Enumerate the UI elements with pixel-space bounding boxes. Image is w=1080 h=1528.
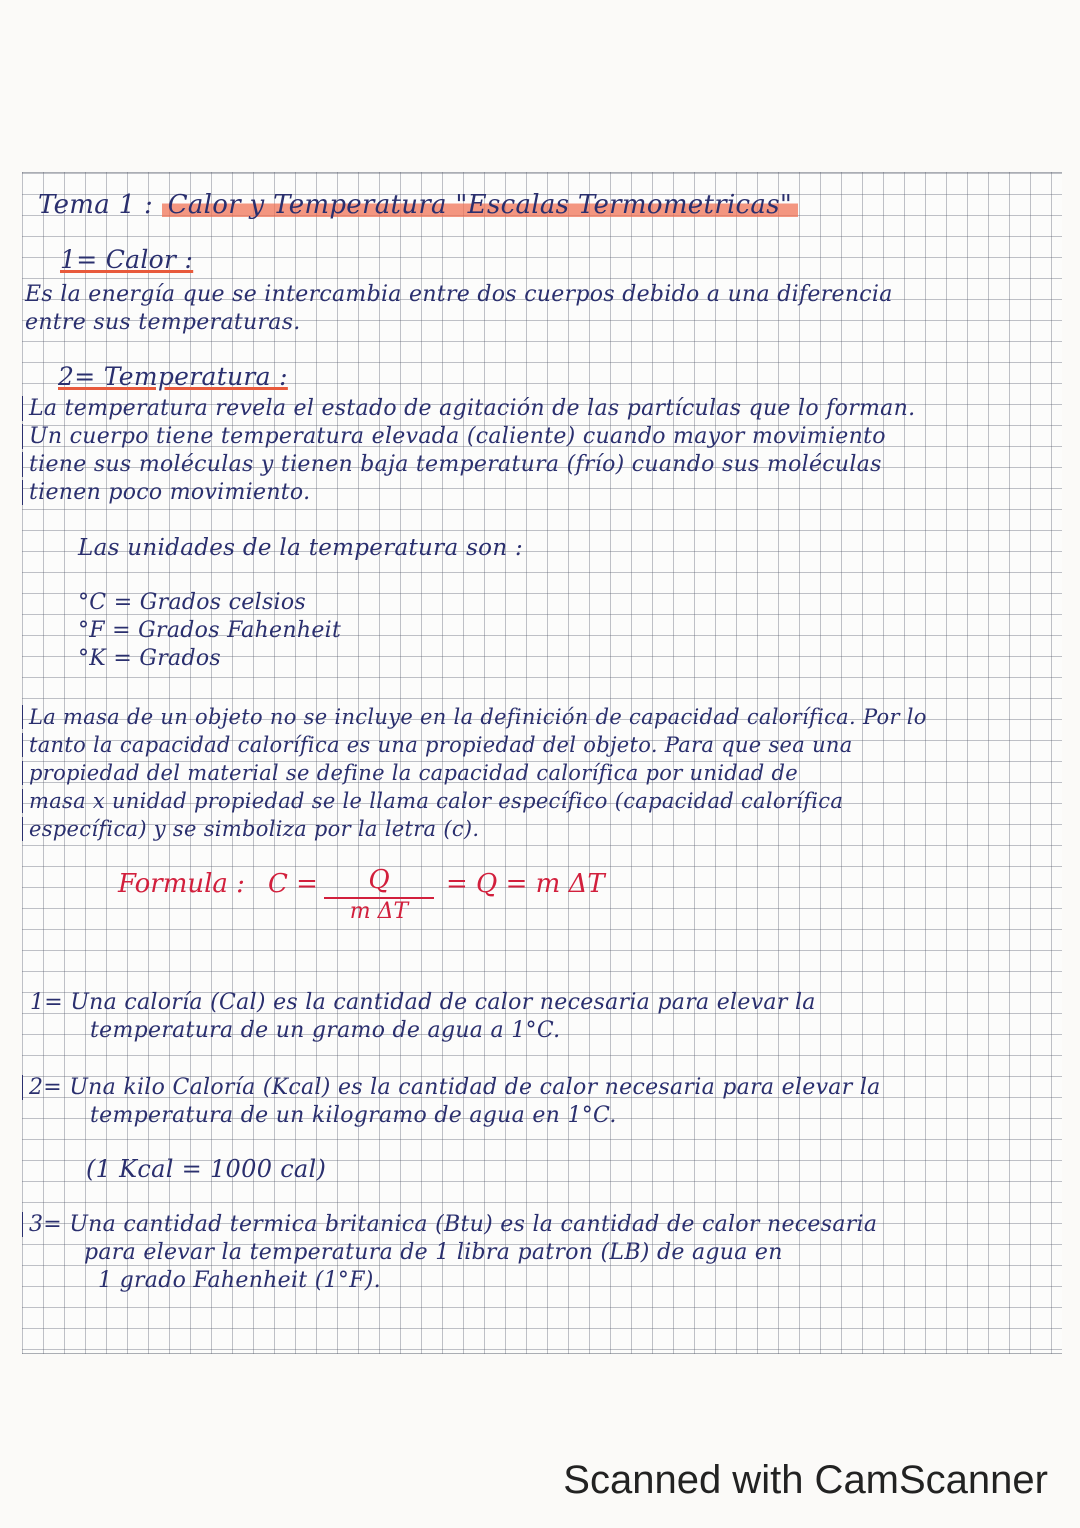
para-line-2: tanto la capacidad calorífica es una propiedad del objeto. Para que sea una	[22, 733, 853, 757]
formula-rhs: = Q = m ΔT	[446, 869, 605, 899]
unit-fahrenheit: °F = Grados Fahenheit	[78, 618, 342, 643]
scanner-watermark: Scanned with CamScanner	[563, 1458, 1048, 1502]
formula-lhs: C =	[268, 869, 318, 899]
def-caloria-line-1: 1= Una caloría (Cal) es la cantidad de calor necesaria para elevar la	[30, 990, 816, 1015]
topic-title-highlight: Calor y Temperatura "Escalas Termometricas"	[162, 190, 798, 220]
def-btu-line-1: 3= Una cantidad termica britanica (Btu) es la cantidad de calor necesaria	[22, 1212, 877, 1237]
section-heading-calor: 1= Calor :	[60, 245, 194, 274]
def-btu-line-3: 1 grado Fahenheit (1°F).	[98, 1268, 381, 1293]
para-line-5: específica) y se simboliza por la letra (c).	[22, 817, 479, 841]
para-line-3: propiedad del material se define la capacidad calorífica por unidad de	[22, 761, 798, 785]
def-kcal-line-2: temperatura de un kilogramo de agua en 1°C.	[90, 1103, 617, 1128]
temperatura-line-1: La temperatura revela el estado de agitación de las partículas que lo forman.	[22, 396, 915, 421]
formula-label: Formula :	[118, 869, 245, 899]
def-caloria-line-2: temperatura de un gramo de agua a 1°C.	[90, 1018, 561, 1043]
para-line-4: masa x unidad propiedad se le llama calor específico (capacidad calorífica	[22, 789, 843, 813]
para-line-1: La masa de un objeto no se incluye en la definición de capacidad calorífica. Por lo	[22, 705, 927, 729]
temperatura-line-4: tienen poco movimiento.	[22, 480, 310, 505]
topic-title	[38, 190, 798, 220]
section-heading-temperatura: 2= Temperatura :	[58, 362, 288, 391]
unit-celsius: °C = Grados celsios	[78, 590, 307, 615]
unit-kelvin: °K = Grados	[78, 646, 221, 671]
temperatura-line-3: tiene sus moléculas y tienen baja temperatura (frío) cuando sus moléculas	[22, 452, 882, 477]
def-btu-line-2: para elevar la temperatura de 1 libra patron (LB) de agua en	[84, 1240, 783, 1265]
calor-line-1: Es la energía que se intercambia entre dos cuerpos debido a una diferencia	[25, 282, 893, 307]
def-kcal-note: (1 Kcal = 1000 cal)	[86, 1155, 327, 1183]
formula-denominator: m ΔT	[349, 899, 409, 924]
def-kcal-line-1: 2= Una kilo Caloría (Kcal) es la cantidad de calor necesaria para elevar la	[22, 1075, 881, 1100]
topic-number: Tema 1 :	[38, 190, 154, 220]
units-intro: Las unidades de la temperatura son :	[78, 535, 524, 561]
temperatura-line-2: Un cuerpo tiene temperatura elevada (caliente) cuando mayor movimiento	[22, 424, 886, 449]
calor-line-2: entre sus temperaturas.	[25, 310, 301, 335]
formula-fraction	[324, 865, 434, 924]
formula-numerator: Q	[324, 865, 434, 899]
